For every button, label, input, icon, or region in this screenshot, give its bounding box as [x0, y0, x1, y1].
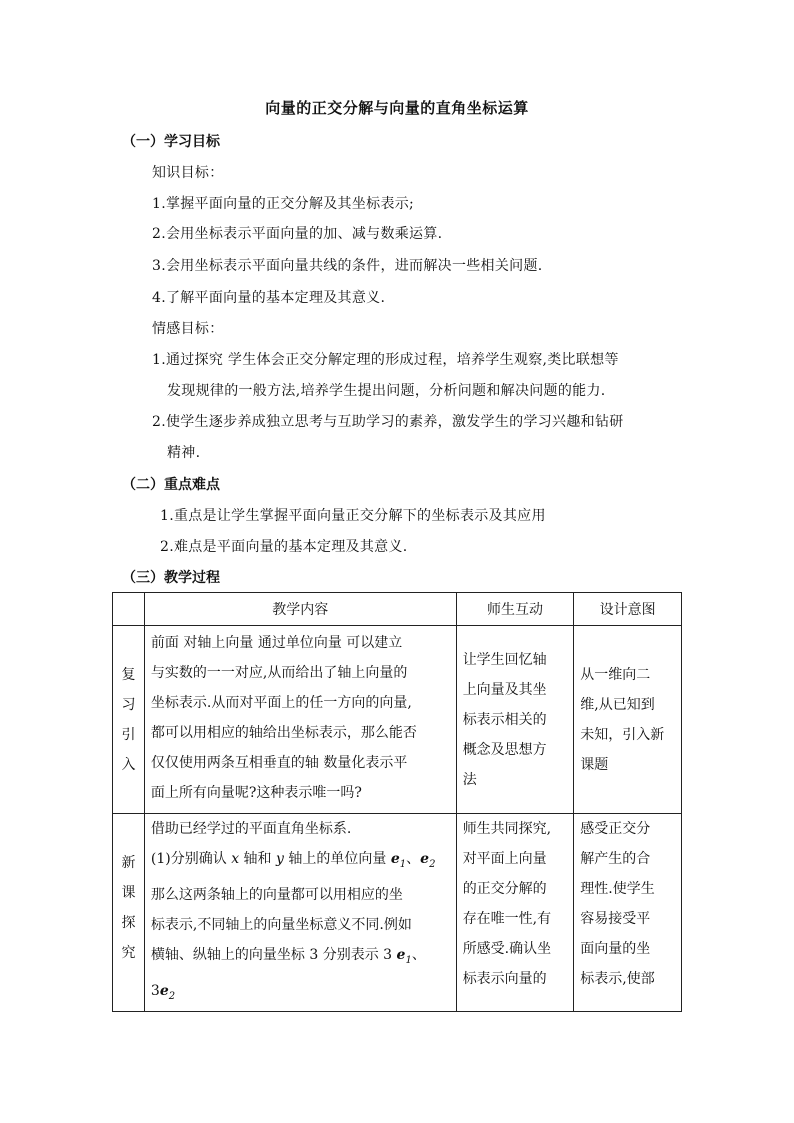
table-row-new-lesson	[113, 814, 682, 1012]
table-header-row	[113, 593, 682, 626]
document-title: 向量的正交分解与向量的直角坐标运算	[265, 99, 529, 117]
emotion-goal-1-line-1: 1.通过探究 学生体会正交分解定理的形成过程，培养学生观察,类比联想等	[152, 352, 619, 368]
teaching-process-table	[112, 592, 682, 1012]
section-learning-goals: （一）学习目标	[122, 134, 220, 150]
header-intent: 设计意图	[574, 593, 682, 626]
knowledge-goal-3: 3.会用坐标表示平面向量共线的条件，进而解决一些相关问题.	[152, 258, 543, 274]
stage-new-lesson: 新 课 探 究	[113, 814, 145, 1012]
key-point-1: 1.重点是让学生掌握平面向量正交分解下的坐标表示及其应用	[160, 508, 546, 524]
emotion-goals-heading: 情感目标：	[152, 321, 224, 337]
header-stage	[113, 593, 145, 626]
review-content: 前面 对轴上向量 通过单位向量 可以建立 与实数的一一对应,从而给出了轴上向量的 坐标表示.从而对平面上的任一方向的向量, 都可以用相应的轴给出坐标表示，那么能否 仅仅使用两条互相垂直的轴 数量化表示平 面上所有向量呢?这种表示唯一吗?	[144, 626, 456, 814]
knowledge-goal-4: 4.了解平面向量的基本定理及其意义.	[152, 290, 386, 306]
new-lesson-intent: 感受正交分 解产生的合 理性.使学生 容易接受平 面向量的坐 标表示,使部	[574, 814, 682, 1012]
knowledge-goals-heading: 知识目标：	[152, 165, 224, 181]
review-intent: 从一维向二 维,从已知到 未知，引入新 课题	[574, 626, 682, 814]
table-row-review	[113, 626, 682, 814]
section-teaching-process: （三）教学过程	[122, 570, 220, 586]
knowledge-goal-1: 1.掌握平面向量的正交分解及其坐标表示;	[152, 196, 415, 212]
header-content: 教学内容	[144, 593, 456, 626]
emotion-goal-2-line-1: 2.使学生逐步养成独立思考与互助学习的素养，激发学生的学习兴趣和钻研	[152, 414, 624, 430]
stage-review: 复 习 引 入	[113, 626, 145, 814]
review-interaction: 让学生回忆轴 上向量及其坐 标表示相关的 概念及思想方 法	[456, 626, 574, 814]
key-point-2: 2.难点是平面向量的基本定理及其意义.	[160, 539, 408, 555]
new-lesson-interaction: 师生共同探究, 对平面上向量 的正交分解的 存在唯一性,有 所感受.确认坐 标表示向量的	[456, 814, 574, 1012]
section-key-points: （二）重点难点	[122, 477, 220, 493]
header-interaction: 师生互动	[456, 593, 574, 626]
new-lesson-content: 借助已经学过的平面直角坐标系. (1)分别确认 x 轴和 y 轴上的单位向量 $e_1$、$e_2$ 那么这两条轴上的向量都可以用相应的坐 标表示,不同轴上的向量坐标意义不同.例如 横轴、纵轴上的向量坐标 3 分别表示 3 $e_1$、 $3e_2$	[144, 814, 456, 1012]
knowledge-goal-2: 2.会用坐标表示平面向量的加、减与数乘运算.	[152, 226, 443, 242]
emotion-goal-2-line-2: 精神.	[167, 445, 201, 461]
emotion-goal-1-line-2: 发现规律的一般方法,培养学生提出问题，分析问题和解决问题的能力.	[167, 383, 606, 399]
